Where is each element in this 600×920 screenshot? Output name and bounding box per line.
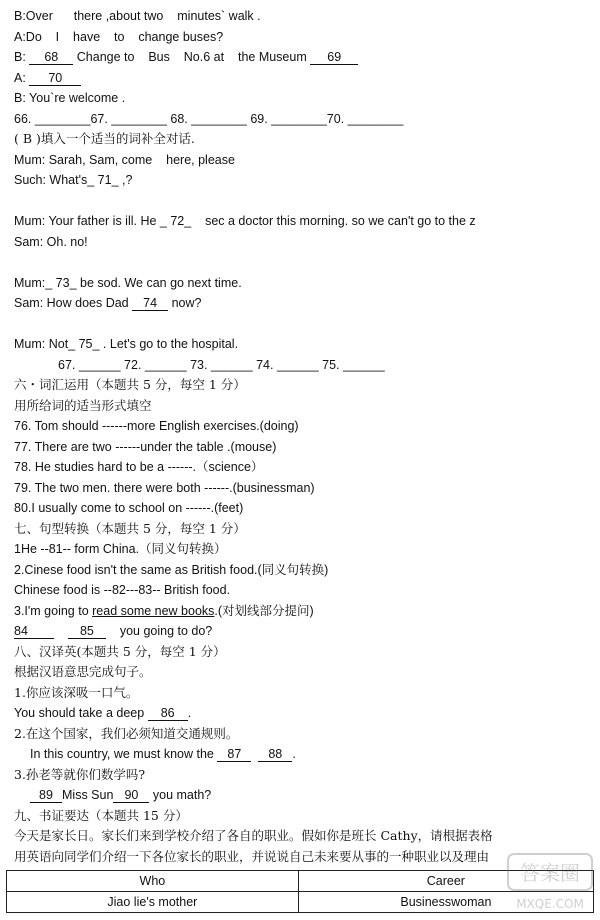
line-prefix: In this country, we must know the [30,747,218,761]
section-b-line-1: Mum: Sarah, Sam, come here, please [14,152,235,167]
blank-70[interactable]: 70 [29,71,81,86]
blank-69[interactable]: 69 [310,50,358,65]
section-8-heading: 八、汉译英(本题共 5 分，每空 1 分） [14,643,226,659]
blank-87[interactable]: 87 [217,747,251,762]
watermark-subtext: MXQE.COM [516,897,584,911]
section-6-instruction: 用所给词的适当形式填空 [14,397,152,413]
table-header-career: Career [298,871,593,892]
question-89-90-chinese: 3.孙老等就你们数学吗? [14,766,146,782]
section-8-instruction: 根据汉语意思完成句子。 [14,664,152,679]
spacer [14,252,586,273]
space [251,747,258,761]
question-86-chinese: 1.你应该深吸一口气。 [14,684,139,700]
question-86 [14,703,586,724]
section-b-line-10: Mum: Not_ 75_ . Let's go to the hospital. [14,337,239,351]
question-84-85-prompt [14,601,586,622]
watermark-text: 答案圈 [520,861,580,885]
table-cell-who: Jiao lie's mother [7,892,299,913]
line-middle: Miss Sun [62,788,114,802]
question-84-85 [14,621,586,642]
watermark-logo [506,848,594,916]
table-header-who: Who [7,871,299,892]
dialogue-line-4 [14,68,586,89]
question-82-83: Chinese food is --82---83-- British food. [14,583,231,597]
question-78: 78. He studies hard to be a ------.（science） [14,460,264,474]
blank-84[interactable]: 84 [14,624,54,639]
dialogue-line-2: A:Do I have to change buses? [14,29,224,44]
question-82-83-prompt: 2.Cinese food isn't the same as British food.(同义句转换) [14,562,329,577]
answer-line-67-75: 67. ______ 72. ______ 73. ______ 74. ______ 75. ______ [58,357,385,372]
line-prefix: A: [14,70,30,85]
section-9-prompt-2: 用英语向同学们介绍一下各位家长的职业，并说说自己未来要从事的一种职业以及理由 [14,848,490,864]
line-suffix: you going to do? [119,624,213,638]
section-b-line-7: Mum:_ 73_ be sod. We can go next time. [14,275,242,290]
section-6-heading: 六・词汇运用（本题共 5 分，每空 1 分） [14,377,246,392]
section-b-line-5: Sam: Oh. no! [14,234,88,249]
blank-86[interactable]: 86 [148,706,188,721]
question-80: 80.I usually come to school on ------.(feet) [14,501,244,515]
blank-88[interactable]: 88 [258,747,292,762]
blank-74[interactable]: 74 [132,296,168,311]
answer-line-66-70: 66. ________67. ________ 68. ________ 69. ________70. ________ [14,111,404,126]
section-b-line-2: Such: What's_ 71_ ,? [14,173,133,187]
space [106,624,120,638]
line-prefix: Sam: How does Dad [14,296,133,310]
line-suffix: . [187,706,192,720]
blank-90[interactable]: 90 [113,788,149,803]
section-7-heading: 七、句型转换（本题共 5 分，每空 1 分） [14,520,246,536]
question-77: 77. There are two ------under the table .(mouse) [14,439,277,454]
line-suffix: . [292,747,296,761]
line-middle: Change to Bus No.6 at the Museum [73,50,311,64]
line-suffix: you math? [149,788,212,802]
table-cell-career: Businesswoman [298,892,593,913]
blank-68[interactable]: 68 [29,50,73,65]
question-81: 1He --81-- form China.（同义句转换） [14,542,227,556]
dialogue-line-5: B: You`re welcome . [14,91,126,105]
space [54,624,68,638]
question-76: 76. Tom should ------more English exercises.(doing) [14,419,299,433]
line-prefix: You should take a deep [14,706,148,720]
section-b-heading: ( B )填入一个适当的词补全对话. [14,131,195,146]
underlined-phrase: read some new books [92,603,215,618]
blank-89[interactable]: 89 [30,788,62,803]
dialogue-line-1: B:Over there ,about two minutes` walk . [14,9,261,23]
line-prefix: B: [14,50,30,64]
question-89-90 [14,785,586,806]
line-suffix: now? [168,296,202,310]
spacer [14,191,586,212]
question-79: 79. The two men. there were both ------.(businessman) [14,480,315,495]
section-9-heading: 九、书证要达（本题共 15 分） [14,807,188,823]
question-87-88 [14,744,586,765]
section-9-prompt-1: 今天是家长日。家长们来到学校介绍了各自的职业。假如你是班长 Cathy，请根据表格 [14,828,493,843]
spacer [14,314,586,335]
blank-85[interactable]: 85 [68,624,106,639]
section-b-line-4: Mum: Your father is ill. He _ 72_ sec a doctor this morning. so we can't go to the z [14,214,476,228]
section-b-line-8 [14,293,586,314]
line-suffix: .(对划线部分提问) [214,603,314,618]
line-prefix: 3.I'm going to [14,603,93,618]
dialogue-line-3 [14,47,586,68]
question-87-88-chinese: 2.在这个国家，我们必须知道交通规则。 [14,725,239,741]
